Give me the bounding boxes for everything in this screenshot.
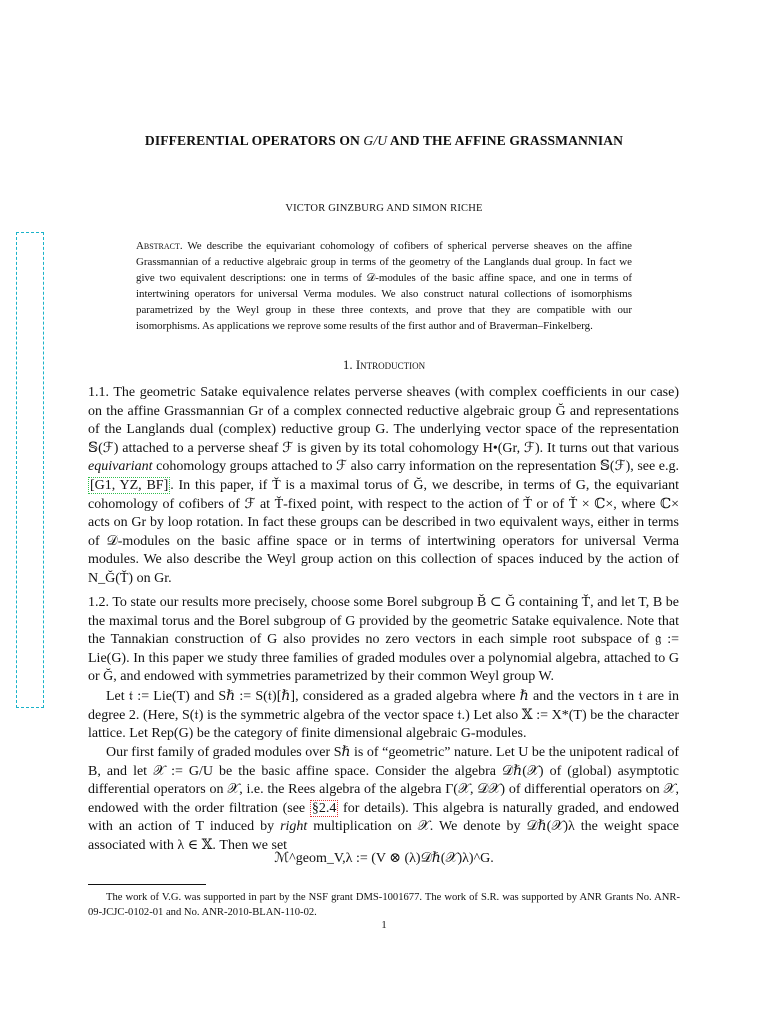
section-heading xyxy=(88,357,680,373)
arxiv-stamp-box xyxy=(16,232,44,708)
paragraph-text: Our first family of graded modules over Sℏ is of “geometric” nature. Let U be the unipotent radical of B, and let 𝒳 := G/U be the basic affine space. Consider the algebra 𝒟ℏ(𝒳) of (global) asymptotic differential operators on 𝒳, i.e. the Rees algebra of the algebra Γ(𝒳, 𝒟𝒳) of differential operators on 𝒳, endowed with the order filtration (see xyxy=(88,745,679,816)
paragraph-1-2 xyxy=(88,594,679,687)
title-math: G/U xyxy=(363,133,388,148)
paragraph-lie-algebra xyxy=(88,688,679,744)
paragraph-text: multiplication on 𝒳. We denote by 𝒟ℏ(𝒳)λ the weight space associated with λ ∈ 𝕏. Then we set xyxy=(88,819,679,853)
title-suffix: AND THE AFFINE GRASSMANNIAN xyxy=(387,133,624,148)
section-number: 1. xyxy=(342,357,353,372)
authors: VICTOR GINZBURG AND SIMON RICHE xyxy=(285,203,483,214)
page-number: 1 xyxy=(381,920,387,931)
abstract-heading: Abstract. xyxy=(136,240,183,252)
paragraph-text: for details). This algebra is naturally graded, and endowed with an action of T induced by xyxy=(88,800,679,835)
paragraph-label: 1.2. xyxy=(88,595,109,610)
footnote: The work of V.G. was supported in part by the NSF grant DMS-1001677. The work of S.R. was supported by ANR Grants No. ANR-09-JCJC-0102-01 and No. ANR-2010-BLAN-110-02. xyxy=(88,892,680,918)
abstract-text: We describe the equivariant cohomology of cofibers of spherical perverse sheaves on the affine Grassmannian of a reductive algebraic group in terms of the geometry of the Langlands dual group. In fact we give two equivalent descriptions: one in terms of 𝒟-modules of the basic affine space, and one in terms of intertwining operators for universal Verma modules. We also construct natural collections of isomorphisms parametrized by the Weyl group in these three contexts, and prove that they are compatible with our isomorphisms. As applications we reprove some results of the first author and of Braverman–Finkelberg. xyxy=(136,240,632,332)
title-prefix: DIFFERENTIAL OPERATORS ON xyxy=(144,133,364,148)
section-title: Introduction xyxy=(355,357,426,372)
paragraph-geometric-family xyxy=(88,744,679,856)
paragraph-text: To state our results more precisely, choose some Borel subgroup B̌ ⊂ Ğ containing Ť, and let T, B be the maximal torus and the Borel subgroup of G provided by the geometric Satake equivalence. Note that the Tannakian construction of G also provides no zero vectors in each simple root subspace of 𝔤 := Lie(G). In this paper we study three families of graded modules over a polynomial algebra, attached to G or Ğ, and endowed with symmetries parametrized by their common Weyl group W. xyxy=(88,595,679,685)
emphasis-right: right xyxy=(280,819,308,835)
citation-link[interactable]: [G1, YZ, BF] xyxy=(90,477,169,493)
emphasis-equivariant: equivariant xyxy=(88,459,153,475)
paragraph-text: cohomology groups attached to ℱ also carry information on the representation 𝕊(ℱ), see e.g. xyxy=(152,459,679,475)
paragraph-text: Let 𝔱 := Lie(T) and Sℏ := S(𝔱)[ℏ], considered as a graded algebra where ℏ and the vectors in 𝔱 are in degree 2. (Here, S(𝔱) is the symmetric algebra of the vector space 𝔱.) Let also 𝕏 := X*(T) be the character lattice. Let Rep(G) be the category of finite dimensional algebraic G-modules. xyxy=(88,689,679,742)
paper-title xyxy=(88,133,680,149)
paragraph-text: The geometric Satake equivalence relates perverse sheaves (with complex coefficients in our case) on the affine Grassmannian Gr of a complex connected reductive algebraic group Ğ and representations of the Langlands dual (complex) reductive group G. The underlying vector space of the representation 𝕊(ℱ) attached to a perverse sheaf ℱ is given by its total cohomology H•(Gr, ℱ). It turns out that various xyxy=(88,385,679,456)
section-reference-link[interactable]: §2.4 xyxy=(311,800,337,816)
abstract xyxy=(136,238,632,334)
paragraph-text: . In this paper, if Ť is a maximal torus of Ğ, we describe, in terms of G, the equivariant cohomology of cofibers of ℱ at Ť-fixed point, with respect to the action of Ť or of Ť × ℂ×, where ℂ× acts on Gr by loop rotation. In fact these groups can be described in two equivalent ways, either in terms of 𝒟-modules on the basic affine space or in terms of intertwining operators for universal Verma modules. We also describe the Weyl group action on this collection of spaces induced by the action of N_Ğ(Ť) on Gr. xyxy=(88,477,680,586)
paragraph-label: 1.1. xyxy=(88,385,109,400)
paragraph-1-1 xyxy=(88,384,679,589)
display-formula: ℳ^geom_V,λ := (V ⊗ (λ)𝒟ℏ(𝒳)λ)^G. xyxy=(274,851,494,866)
footnote-divider xyxy=(88,884,206,885)
